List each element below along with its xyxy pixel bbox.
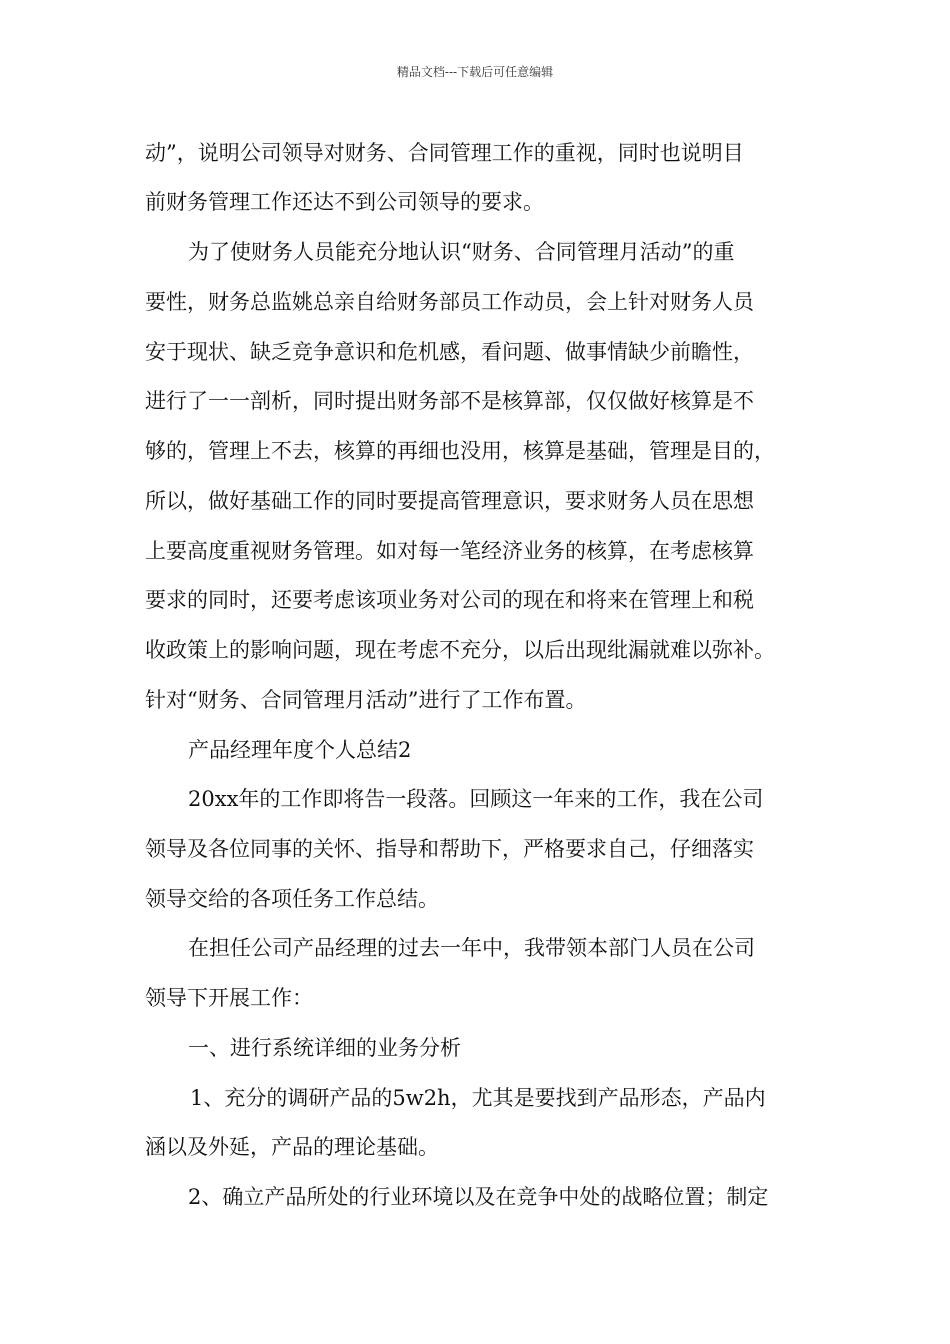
page-header: 精品文档---下载后可任意编辑 bbox=[396, 65, 554, 79]
text-line: 前财务管理工作还达不到公司领导的要求。 bbox=[145, 190, 544, 214]
text-line: 为了使财务人员能充分地认识“财务、合同管理月活动”的重 bbox=[188, 240, 735, 264]
text-line: 涵以及外延，产品的理论基础。 bbox=[145, 1135, 439, 1159]
section-heading: 一、进行系统详细的业务分析 bbox=[188, 1036, 461, 1060]
text-line: 领导交给的各项任务工作总结。 bbox=[145, 887, 439, 911]
text-line: 要性，财务总监姚总亲自给财务部员工作动员，会上针对财务人员 bbox=[145, 290, 754, 314]
text-line: 动”，说明公司领导对财务、合同管理工作的重视，同时也说明目 bbox=[145, 141, 744, 165]
list-item: 2、确立产品所处的行业环境以及在竞争中处的战略位置；制定 bbox=[188, 1185, 769, 1209]
text-line: 所以，做好基础工作的同时要提高管理意识，要求财务人员在思想 bbox=[145, 489, 754, 513]
text-line: 收政策上的影响问题，现在考虑不充分，以后出现纰漏就难以弥补。 bbox=[145, 638, 775, 662]
section-title: 产品经理年度个人总结2 bbox=[188, 738, 412, 762]
text-line: 领导下开展工作： bbox=[145, 986, 313, 1010]
text-line: 领导及各位同事的关怀、指导和帮助下，严格要求自己，仔细落实 bbox=[145, 837, 754, 861]
text-line: 在担任公司产品经理的过去一年中，我带领本部门人员在公司 bbox=[188, 936, 755, 960]
text-line: 安于现状、缺乏竞争意识和危机感，看问题、做事情缺少前瞻性， bbox=[145, 340, 754, 364]
text-line: 20xx年的工作即将告一段落。回顾这一年来的工作，我在公司 bbox=[188, 787, 764, 811]
text-line: 要求的同时，还要考虑该项业务对公司的现在和将来在管理上和税 bbox=[145, 588, 754, 612]
text-line: 上要高度重视财务管理。如对每一笔经济业务的核算，在考虑核算 bbox=[145, 539, 754, 563]
text-line: 进行了一一剖析，同时提出财务部不是核算部，仅仅做好核算是不 bbox=[145, 389, 754, 413]
text-line: 针对“财务、合同管理月活动”进行了工作布置。 bbox=[145, 688, 587, 712]
list-item: 1、充分的调研产品的5w2h，尤其是要找到产品形态，产品内 bbox=[190, 1086, 766, 1110]
text-line: 够的，管理上不去，核算的再细也没用，核算是基础，管理是目的， bbox=[145, 439, 775, 463]
